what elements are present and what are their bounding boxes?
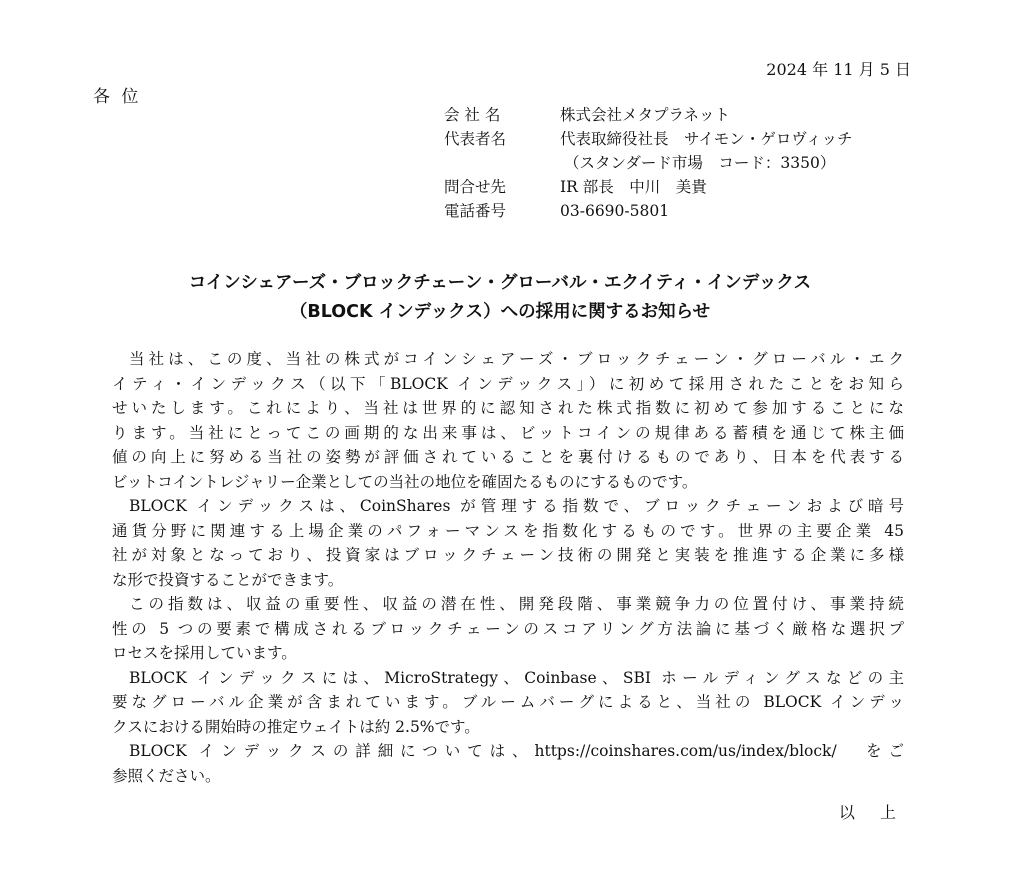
representative-label: 代表者名 xyxy=(444,130,507,148)
company-name-value: 株式会社メタプラネット xyxy=(560,106,731,124)
sender-row-company xyxy=(444,103,853,127)
body-line: イティ・インデックス（以下「BLOCK インデックス」）に初めて採用されたことをお知ら xyxy=(112,374,904,393)
representative-value: 代表取締役社長 サイモン・ゲロヴィッチ xyxy=(560,130,853,148)
market-code-label xyxy=(444,151,560,175)
body-line: な形で投資することができます。 xyxy=(112,570,344,589)
body-line: ビットコイントレジャリー企業としての当社の地位を確固たるものにするものです。 xyxy=(112,472,698,491)
phone-value: 03-6690-5801 xyxy=(560,202,670,220)
market-code-value: （スタンダード市場 コード：3350） xyxy=(564,154,836,172)
body-line: せいたします。これにより、当社は世界的に認知された株式指数に初めて参加することにな xyxy=(112,399,904,417)
body-line: クスにおける開始時の推定ウェイトは約 2.5%です。 xyxy=(112,717,480,736)
body-line: ロセスを採用しています。 xyxy=(112,644,297,662)
body-line: 当社は、この度、当社の株式がコインシェアーズ・ブロックチェーン・グローバル・エク xyxy=(129,350,904,368)
phone-label: 電話番号 xyxy=(444,202,507,220)
sender-info-block xyxy=(444,103,853,223)
body-line: 通貨分野に関連する上場企業のパフォーマンスを指数化するものです。世界の主要企業 45 xyxy=(112,521,904,540)
body-line: BLOCK インデックスは、CoinShares が管理する指数で、ブロックチェーンおよび暗号 xyxy=(129,497,904,515)
contact-value: IR 部長 中川 美貴 xyxy=(560,178,707,196)
body-text xyxy=(112,347,912,788)
addressee: 各 位 xyxy=(93,87,142,107)
closing-mark: 以 上 xyxy=(838,803,906,822)
body-line: この指数は、収益の重要性、収益の潜在性、開発段階、事業競争力の位置付け、事業持続 xyxy=(129,595,904,613)
contact-label: 問合せ先 xyxy=(444,178,507,196)
body-line: BLOCK インデックスには、MicroStrategy、Coinbase、SBI ホールディングスなどの主 xyxy=(129,668,904,687)
body-line: 要なグローバル企業が含まれています。ブルームバーグによると、当社の BLOCK インデッ xyxy=(112,693,904,711)
body-line: 値の向上に努める当社の姿勢が評価されていることを裏付けるものであり、日本を代表する xyxy=(112,448,904,466)
document-title xyxy=(0,269,1000,327)
body-line: 社が対象となっており、投資家はブロックチェーン技術の開発と実装を推進する企業に多様 xyxy=(112,546,904,564)
sender-row-representative xyxy=(444,127,853,151)
sender-row-market-code xyxy=(444,151,853,175)
sender-row-contact xyxy=(444,175,853,199)
title-line-1: コインシェアーズ・ブロックチェーン・グローバル・エクイティ・インデックス xyxy=(188,273,812,293)
company-name-label: 会 社 名 xyxy=(444,106,501,124)
body-line: 性の 5 つの要素で構成されるブロックチェーンのスコアリング方法論に基づく厳格な選択プ xyxy=(112,619,904,638)
body-line: BLOCK インデックスの詳細については、https://coinshares.com/us/index/block/ をご xyxy=(129,742,904,760)
release-date: 2024 年 11 月 5 日 xyxy=(766,60,911,79)
sender-row-phone xyxy=(444,199,853,223)
body-line: ります。当社にとってこの画期的な出来事は、ビットコインの規律ある蓄積を通じて株主価 xyxy=(112,423,904,442)
title-line-2: （BLOCK インデックス）への採用に関するお知らせ xyxy=(289,302,711,322)
body-line: 参照ください。 xyxy=(112,766,221,785)
